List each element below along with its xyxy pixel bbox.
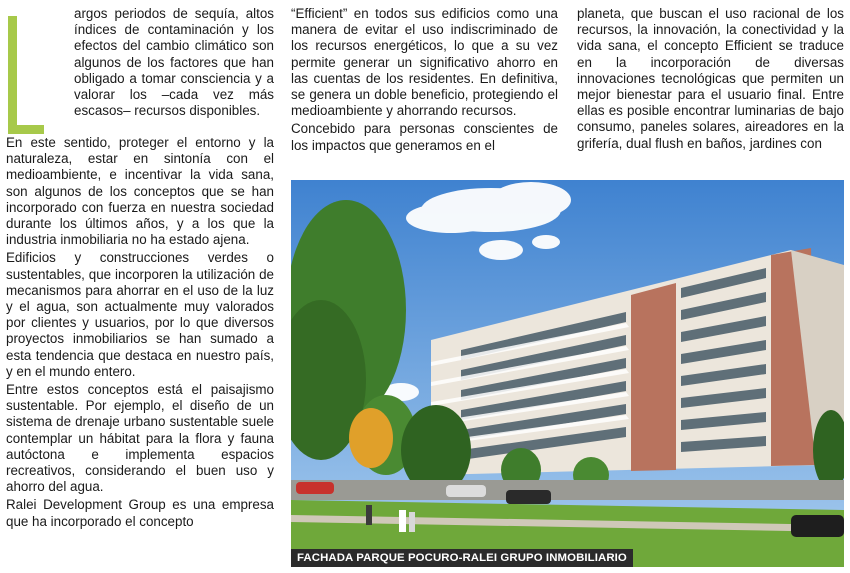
lead-paragraph: argos periodos de sequía, altos índices de contaminación y los efectos del cambio climático son algunos de los factores que han obligado a tomar consciencia y a valorar los –cada vez más escasos– recursos disponibles.	[74, 6, 274, 119]
paragraph: Concebido para personas conscientes de los impactos que generamos en el	[291, 121, 558, 153]
drop-cap-letter	[8, 16, 44, 134]
paragraph: “Efficient” en todos sus edificios como una manera de evitar el uso indiscriminado de los recursos energéticos, lo que a su vez permite generar un significativo ahorro en las cuentas de los residentes. En definitiva, se genera un doble beneficio, protegiendo el medioambiente y ahorrando recursos.	[291, 6, 558, 119]
paragraph: Ralei Development Group es una empresa que ha incorporado el concepto	[6, 497, 274, 529]
paragraph: Entre estos conceptos está el paisajismo sustentable. Por ejemplo, el diseño de un sistema de drenaje urbano sustentable suele contemplar un hábitat para la flora y fauna autóctona e implementa espacios recreativos, considerando el buen uso y ahorro del agua.	[6, 382, 274, 495]
paragraph: Edificios y construcciones verdes o sustentables, que incorporen la utilización de mecanismos para ahorrar en el uso de la luz y el agua, son actualmente muy valorados por clientes y usuarios, por lo que diversos proyectos inmobiliarios se han sumado a esta tendencia que destaca en nuestro país, y en el mundo entero.	[6, 250, 274, 379]
article-column-3	[577, 6, 844, 154]
building-photo	[291, 180, 844, 567]
photo-caption: FACHADA PARQUE POCURO-RALEI GRUPO INMOBILIARIO	[291, 549, 633, 567]
article-column-2	[291, 6, 558, 156]
building-illustration	[291, 180, 844, 567]
road	[291, 480, 844, 500]
lead-block	[6, 6, 274, 135]
paragraph: planeta, que buscan el uso racional de los recursos, la innovación, la conectividad y la vida sana, el concepto Efficient se traduce en la incorporación de diversas innovaciones tecnológicas que permiten un mejor bienestar para el usuario final. Entre ellas es posible encontrar luminarias de bajo consumo, paneles solares, aireadores en la grifería, dual flush en baños, jardines con	[577, 6, 844, 151]
article-column-1	[6, 6, 274, 532]
paragraph: En este sentido, proteger el entorno y la naturaleza, estar en sintonía con el medioambiente, e incentivar la vida sana, son algunos de los conceptos que se han incorporado con fuerza en nuestra sociedad durante los últimos años, y a los que la industria inmobiliaria no ha estado ajena.	[6, 135, 274, 248]
